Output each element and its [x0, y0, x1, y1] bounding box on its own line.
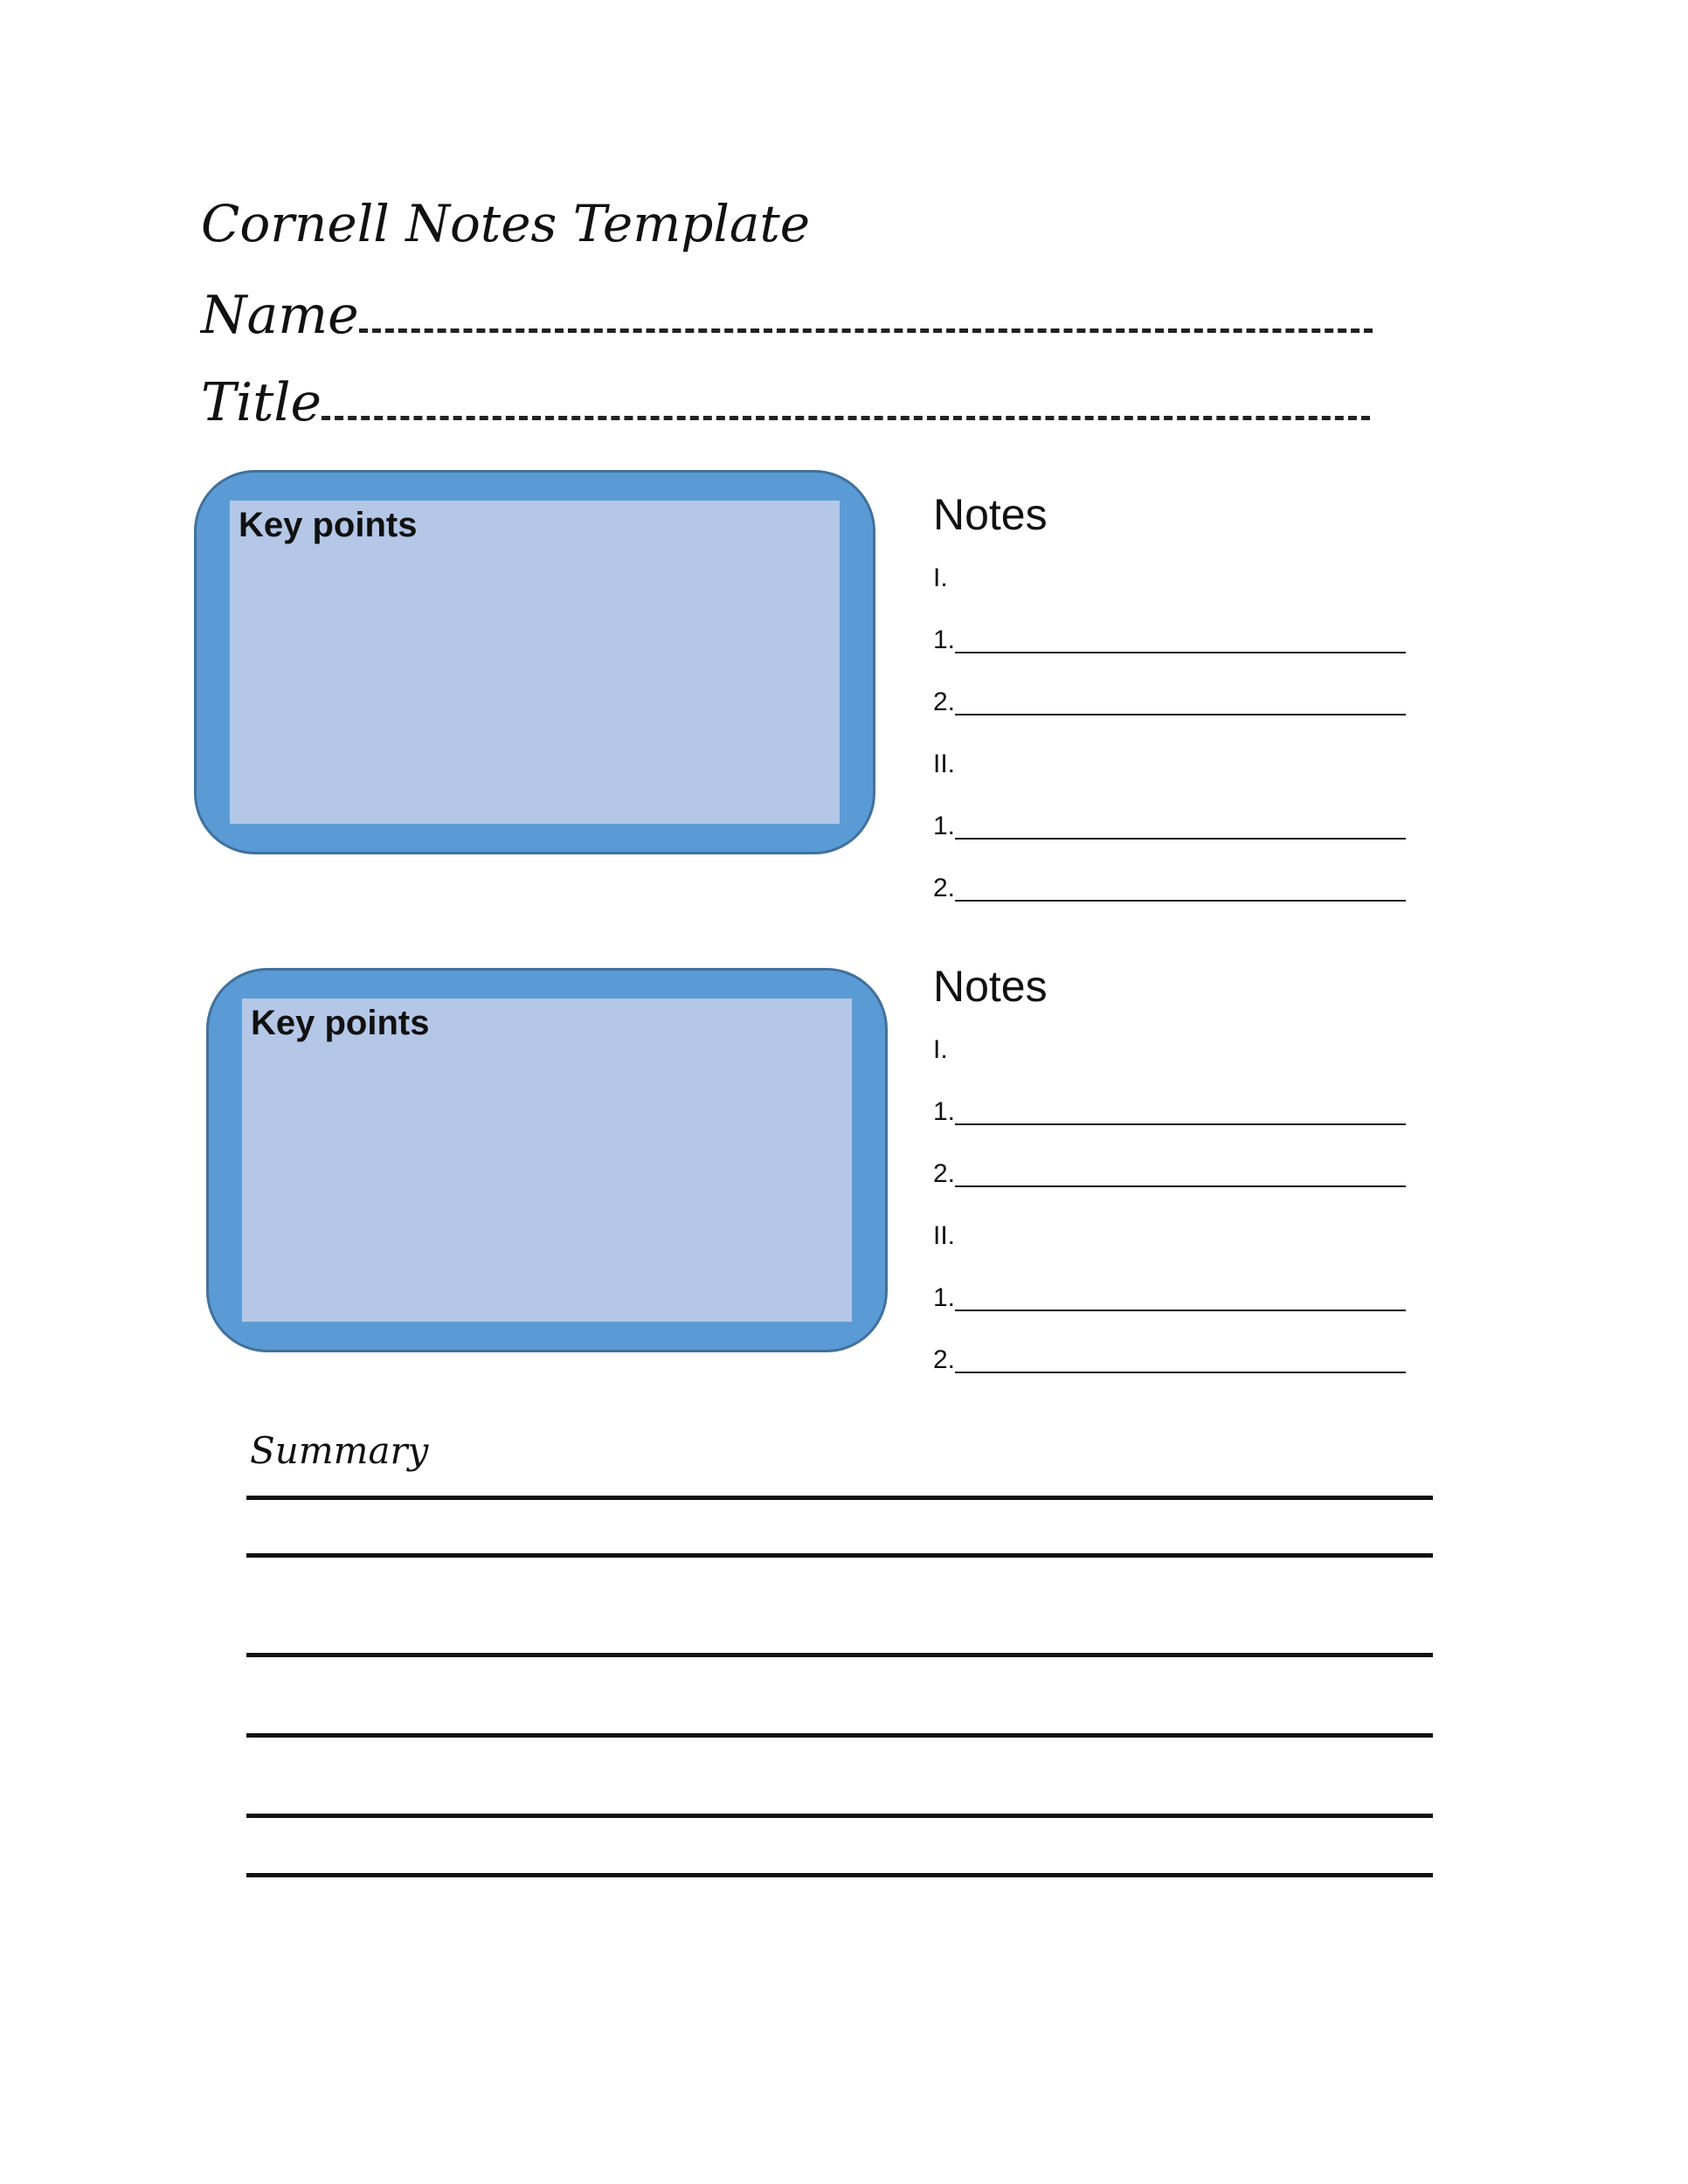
notes-heading: Notes [933, 490, 1048, 539]
blank-line[interactable] [955, 813, 1406, 840]
name-blank-line[interactable] [359, 323, 1373, 333]
line-number: 2. [933, 688, 956, 716]
notes-section [933, 956, 1422, 1391]
page-title: Cornell Notes Template [201, 194, 811, 253]
blank-line[interactable] [955, 689, 1406, 715]
title-label: Title [201, 372, 322, 433]
blank-line[interactable] [955, 627, 1406, 653]
key-points-label: Key points [239, 506, 418, 544]
summary-line[interactable] [246, 1553, 1433, 1558]
blank-line[interactable] [955, 1099, 1406, 1125]
notes-outline-heading [933, 733, 1422, 795]
summary-line[interactable] [246, 1653, 1433, 1657]
notes-line[interactable] [933, 1329, 1422, 1391]
line-number: 1. [933, 625, 956, 654]
notes-outline-heading [933, 1019, 1422, 1081]
summary-line[interactable] [246, 1496, 1433, 1500]
notes-outline-heading [933, 547, 1422, 609]
notes-line[interactable] [933, 795, 1422, 857]
summary-line[interactable] [246, 1814, 1433, 1818]
title-blank-line[interactable] [322, 411, 1370, 420]
summary-line[interactable] [246, 1733, 1433, 1738]
summary-line[interactable] [246, 1873, 1433, 1877]
blank-line[interactable] [955, 875, 1406, 902]
notes-heading: Notes [933, 962, 1048, 1011]
name-label: Name [201, 285, 359, 346]
key-points-box [194, 470, 875, 854]
line-number: 2. [933, 874, 956, 902]
notes-section [933, 484, 1422, 919]
notes-line[interactable] [933, 857, 1422, 919]
summary-label: Summary [250, 1429, 429, 1472]
key-points-area[interactable] [242, 999, 852, 1322]
notes-line[interactable] [933, 1081, 1422, 1143]
line-number: 2. [933, 1345, 956, 1374]
line-number: 1. [933, 812, 956, 840]
outline-numeral: I. [933, 1035, 948, 1064]
line-number: 1. [933, 1283, 956, 1312]
notes-line[interactable] [933, 1143, 1422, 1205]
outline-numeral: I. [933, 563, 948, 592]
key-points-label: Key points [251, 1004, 430, 1042]
name-field[interactable] [201, 285, 1373, 346]
blank-line[interactable] [955, 1285, 1406, 1311]
notes-line[interactable] [933, 671, 1422, 733]
outline-numeral: II. [933, 1221, 956, 1250]
line-number: 1. [933, 1097, 956, 1126]
notes-outline-heading [933, 1205, 1422, 1267]
outline-numeral: II. [933, 750, 956, 778]
notes-line[interactable] [933, 609, 1422, 671]
key-points-area[interactable] [230, 501, 840, 824]
blank-line[interactable] [955, 1347, 1406, 1373]
title-field[interactable] [201, 372, 1370, 433]
blank-line[interactable] [955, 1161, 1406, 1187]
notes-line[interactable] [933, 1267, 1422, 1329]
key-points-box [206, 968, 888, 1352]
line-number: 2. [933, 1159, 956, 1188]
